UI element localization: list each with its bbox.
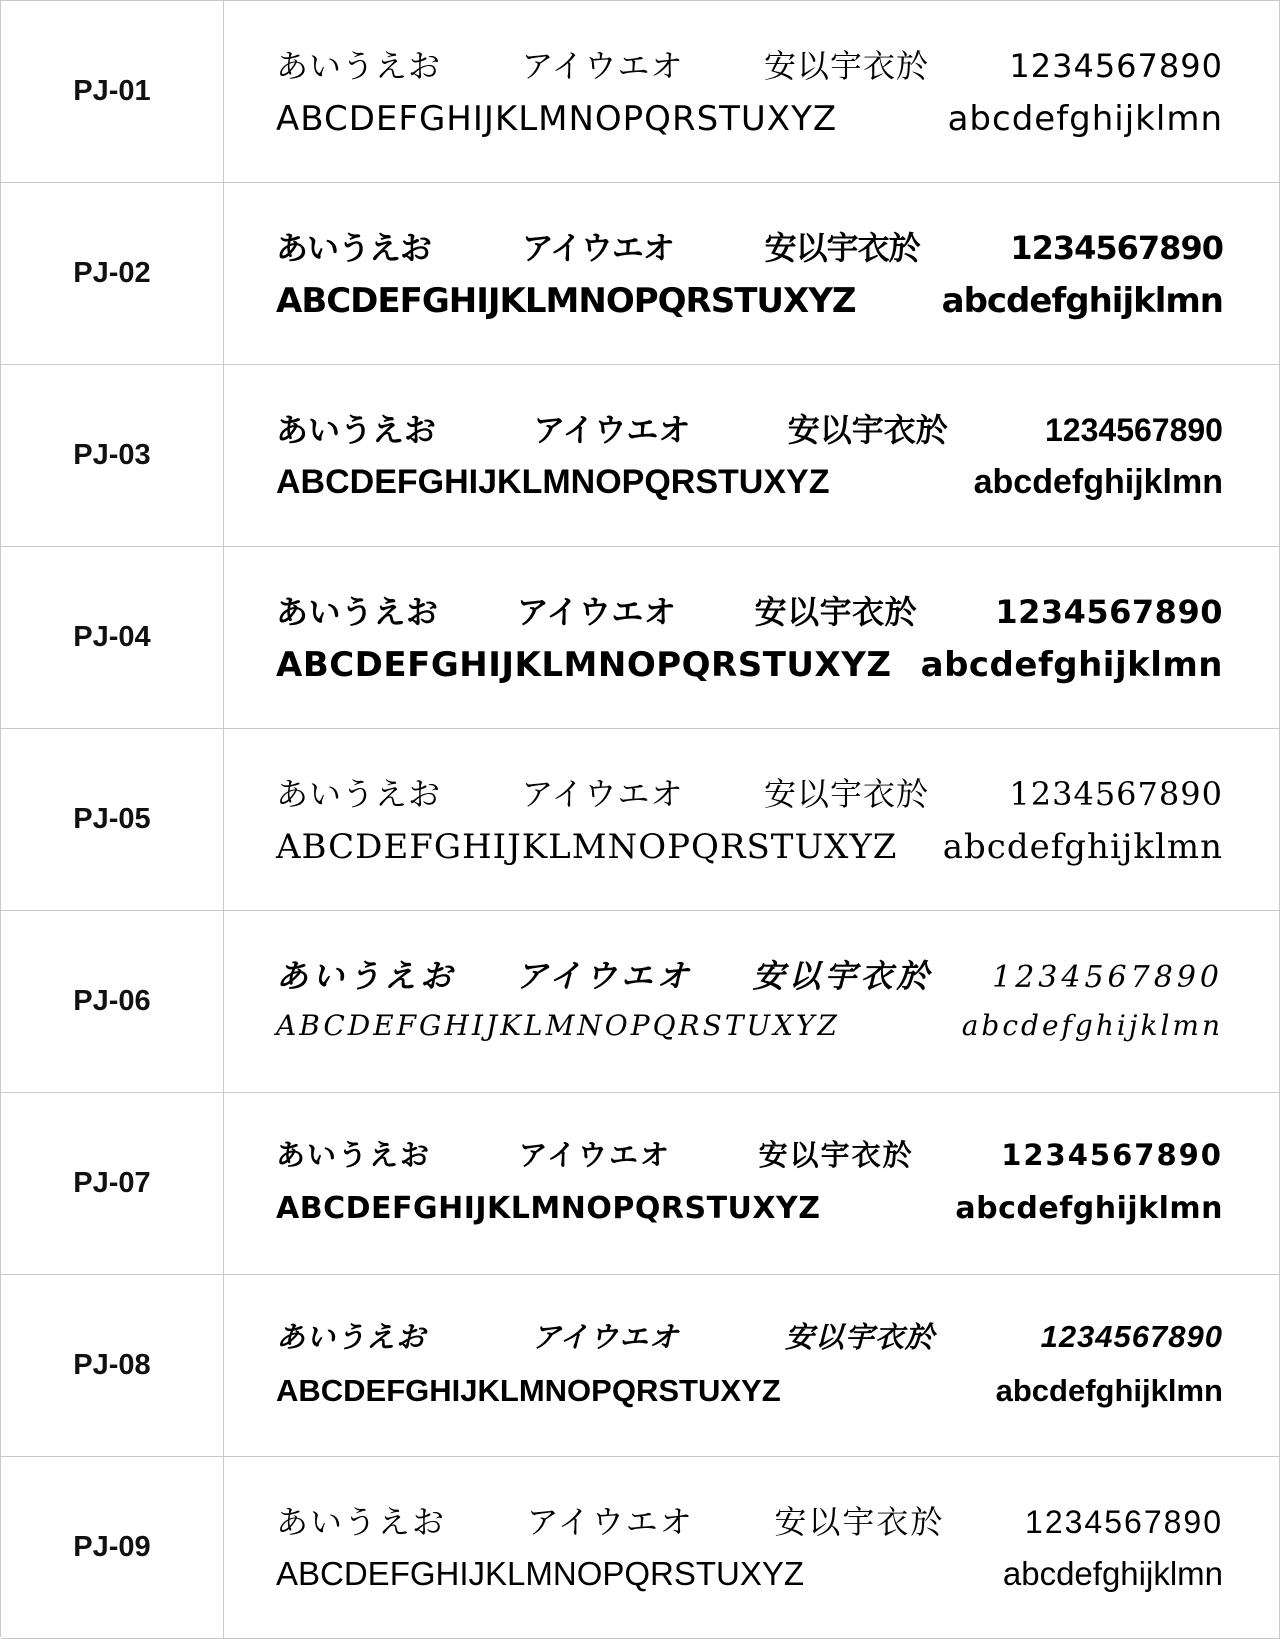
uppercase-sample: ABCDEFGHIJKLMNOPQRSTUXYZ bbox=[276, 1009, 840, 1042]
katakana-sample: アイウエオ bbox=[518, 1138, 671, 1172]
digits-sample: 1234567890 bbox=[1001, 1138, 1223, 1172]
hiragana-sample: あいうえお bbox=[276, 775, 442, 813]
latin-sample-line bbox=[276, 827, 1223, 867]
uppercase-sample: ABCDEFGHIJKLMNOPQRSTUXYZ bbox=[276, 1191, 821, 1226]
font-code-label: PJ-06 bbox=[1, 911, 224, 1092]
japanese-sample-line bbox=[276, 1133, 1223, 1174]
font-sample-cell bbox=[224, 1093, 1280, 1274]
latin-sample-line bbox=[276, 463, 1223, 502]
japanese-sample-line bbox=[276, 223, 1223, 269]
font-row-pj-02 bbox=[1, 183, 1280, 365]
font-sample-cell bbox=[224, 1275, 1280, 1456]
kanji-sample: 安以宇衣於 bbox=[758, 1138, 914, 1172]
digits-sample: 1234567890 bbox=[1009, 775, 1223, 813]
font-code-label: PJ-01 bbox=[1, 1, 224, 182]
latin-sample-line bbox=[276, 281, 1223, 321]
kanji-sample: 安以宇衣於 bbox=[754, 593, 918, 631]
latin-sample-line bbox=[276, 645, 1223, 685]
lowercase-sample: abcdefghijklmn bbox=[961, 1009, 1223, 1042]
uppercase-sample: ABCDEFGHIJKLMNOPQRSTUXYZ bbox=[276, 827, 898, 867]
japanese-sample-line bbox=[276, 1315, 1223, 1356]
digits-sample: 1234567890 bbox=[1025, 1504, 1223, 1540]
font-sample-cell bbox=[224, 365, 1280, 546]
font-sample-cell bbox=[224, 911, 1280, 1092]
font-code-label: PJ-05 bbox=[1, 729, 224, 910]
font-sample-cell bbox=[224, 1, 1280, 182]
uppercase-sample: ABCDEFGHIJKLMNOPQRSTUXYZ bbox=[276, 645, 892, 685]
kanji-sample: 安以宇衣於 bbox=[774, 1504, 945, 1540]
hiragana-sample: あいうえお bbox=[276, 593, 439, 631]
font-row-pj-04 bbox=[1, 547, 1280, 729]
digits-sample: 1234567890 bbox=[1009, 47, 1223, 85]
uppercase-sample: ABCDEFGHIJKLMNOPQRSTUXYZ bbox=[276, 1555, 805, 1592]
kanji-sample: 安以宇衣於 bbox=[764, 229, 920, 267]
font-sample-cell bbox=[224, 547, 1280, 728]
font-row-pj-01 bbox=[1, 1, 1280, 183]
katakana-sample: アイウエオ bbox=[526, 1504, 694, 1540]
latin-sample-line bbox=[276, 99, 1223, 139]
font-code-label: PJ-07 bbox=[1, 1093, 224, 1274]
hiragana-sample: あいうえお bbox=[276, 229, 432, 267]
hiragana-sample: あいうえお bbox=[276, 47, 442, 85]
lowercase-sample: abcdefghijklmn bbox=[1002, 1555, 1223, 1592]
font-row-pj-05 bbox=[1, 729, 1280, 911]
katakana-sample: アイウエオ bbox=[531, 1322, 680, 1354]
font-code-label: PJ-04 bbox=[1, 547, 224, 728]
katakana-sample: アイウエオ bbox=[515, 957, 693, 995]
font-sample-cell bbox=[224, 729, 1280, 910]
katakana-sample: アイウエオ bbox=[516, 593, 677, 631]
font-code-label: PJ-09 bbox=[1, 1457, 224, 1638]
hiragana-sample: あいうえお bbox=[276, 1138, 432, 1172]
font-row-pj-08 bbox=[1, 1275, 1280, 1457]
lowercase-sample: abcdefghijklmn bbox=[942, 827, 1223, 867]
kanji-sample: 安以宇衣於 bbox=[752, 957, 933, 995]
lowercase-sample: abcdefghijklmn bbox=[995, 1373, 1223, 1408]
kanji-sample: 安以宇衣於 bbox=[787, 412, 948, 448]
lowercase-sample: abcdefghijklmn bbox=[947, 99, 1223, 139]
katakana-sample: アイウエオ bbox=[521, 47, 684, 85]
digits-sample: 1234567890 bbox=[992, 960, 1223, 995]
font-row-pj-03 bbox=[1, 365, 1280, 547]
font-code-label: PJ-03 bbox=[1, 365, 224, 546]
katakana-sample: アイウエオ bbox=[533, 412, 691, 448]
hiragana-sample: あいうえお bbox=[276, 957, 457, 995]
font-row-pj-06 bbox=[1, 911, 1280, 1093]
latin-sample-line bbox=[276, 1009, 1223, 1042]
latin-sample-line bbox=[276, 1191, 1223, 1226]
hiragana-sample: あいうえお bbox=[276, 412, 437, 448]
japanese-sample-line bbox=[276, 951, 1223, 997]
font-code-label: PJ-02 bbox=[1, 183, 224, 364]
kanji-sample: 安以宇衣於 bbox=[784, 1322, 935, 1354]
digits-sample: 1234567890 bbox=[995, 593, 1223, 631]
hiragana-sample: あいうえお bbox=[276, 1504, 447, 1540]
japanese-sample-line bbox=[276, 587, 1223, 633]
lowercase-sample: abcdefghijklmn bbox=[973, 463, 1223, 501]
lowercase-sample: abcdefghijklmn bbox=[941, 281, 1223, 321]
japanese-sample-line bbox=[276, 1497, 1223, 1543]
digits-sample: 1234567890 bbox=[1040, 1319, 1223, 1354]
japanese-sample-line bbox=[276, 405, 1223, 451]
uppercase-sample: ABCDEFGHIJKLMNOPQRSTUXYZ bbox=[276, 281, 856, 321]
lowercase-sample: abcdefghijklmn bbox=[920, 645, 1223, 685]
font-sample-cell bbox=[224, 1457, 1280, 1638]
uppercase-sample: ABCDEFGHIJKLMNOPQRSTUXYZ bbox=[276, 1373, 781, 1408]
font-code-label: PJ-08 bbox=[1, 1275, 224, 1456]
latin-sample-line bbox=[276, 1555, 1223, 1593]
digits-sample: 1234567890 bbox=[1045, 412, 1223, 448]
latin-sample-line bbox=[276, 1373, 1223, 1409]
japanese-sample-line bbox=[276, 769, 1223, 815]
uppercase-sample: ABCDEFGHIJKLMNOPQRSTUXYZ bbox=[276, 99, 838, 139]
font-row-pj-09 bbox=[1, 1457, 1280, 1639]
font-row-pj-07 bbox=[1, 1093, 1280, 1275]
kanji-sample: 安以宇衣於 bbox=[763, 47, 929, 85]
kanji-sample: 安以宇衣於 bbox=[763, 775, 929, 813]
katakana-sample: アイウエオ bbox=[521, 775, 684, 813]
digits-sample: 1234567890 bbox=[1010, 229, 1223, 267]
font-sample-cell bbox=[224, 183, 1280, 364]
japanese-sample-line bbox=[276, 41, 1223, 87]
katakana-sample: アイウエオ bbox=[521, 229, 674, 267]
hiragana-sample: あいうえお bbox=[276, 1322, 427, 1354]
uppercase-sample: ABCDEFGHIJKLMNOPQRSTUXYZ bbox=[276, 463, 830, 501]
lowercase-sample: abcdefghijklmn bbox=[955, 1191, 1223, 1226]
